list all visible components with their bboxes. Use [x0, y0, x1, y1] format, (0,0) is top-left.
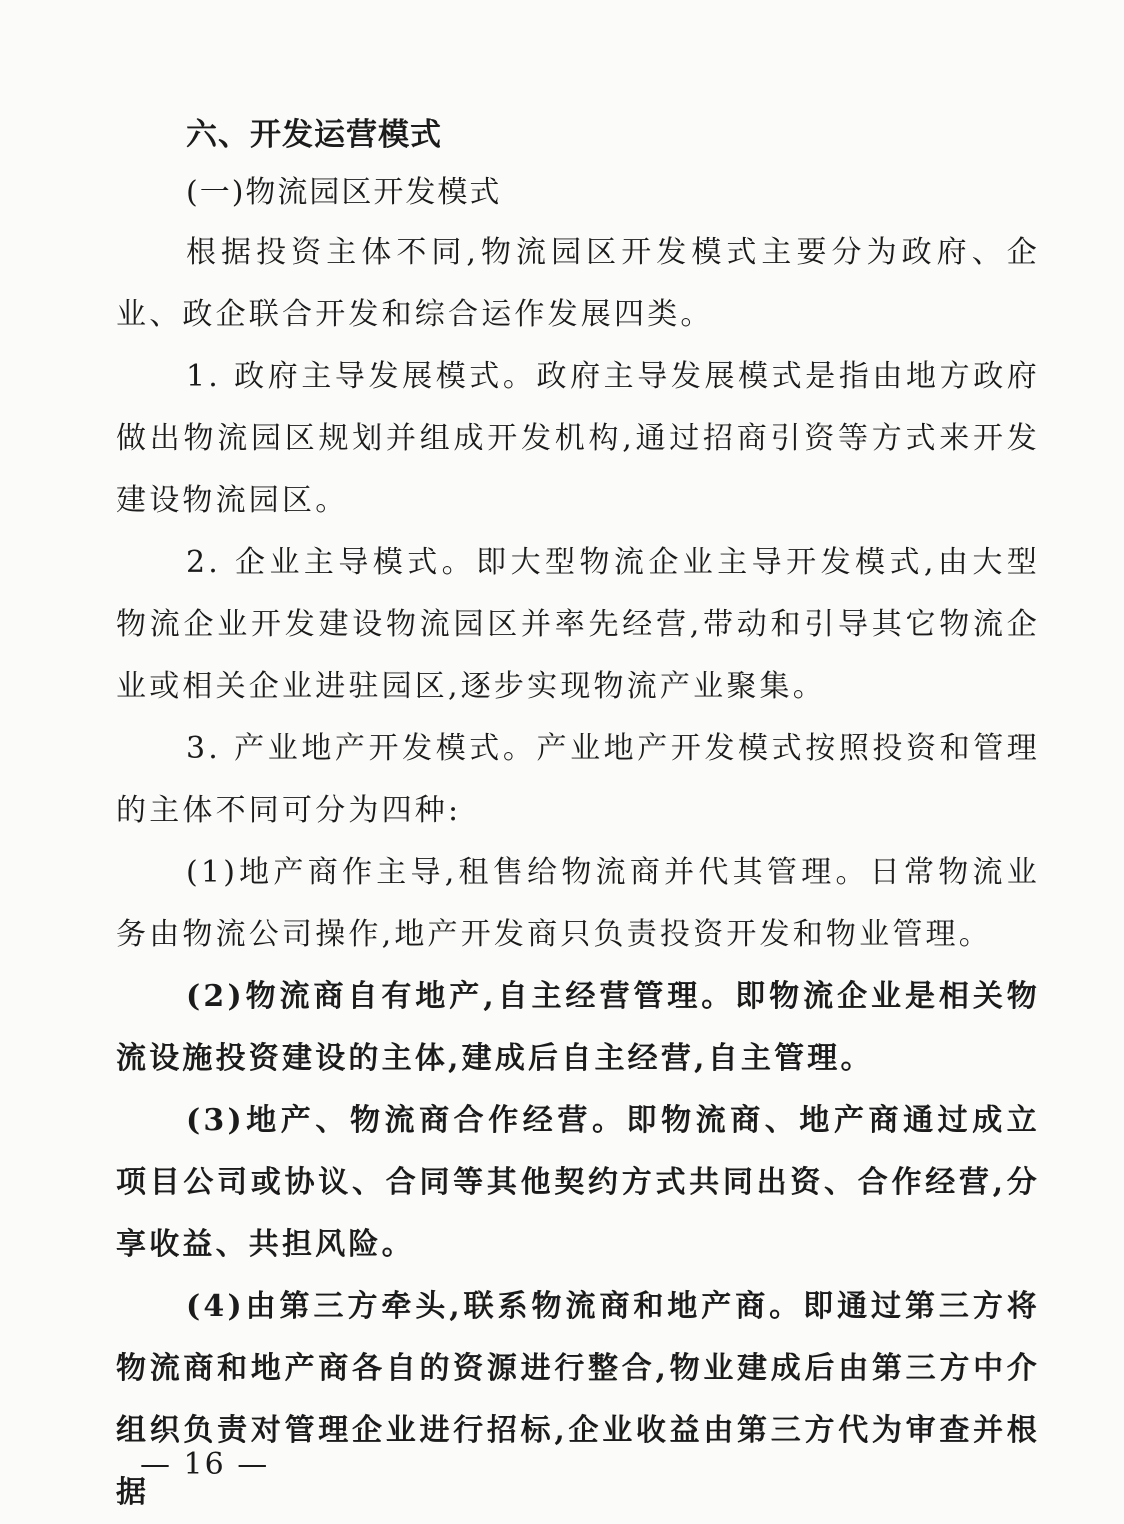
paragraph-item-4: (4)由第三方牵头,联系物流商和地产商。即通过第三方将物流商和地产商各自的资源进行整合,物业建成后由第三方中介组织负责对管理企业进行招标,企业收益由第三方代为审查并根据: [116, 1289, 1040, 1510]
paragraph-item-2: (2)物流商自有地产,自主经营管理。即物流企业是相关物流设施投资建设的主体,建成后自主经营,自主管理。: [116, 979, 1040, 1076]
paragraph-enterprise-led: 2. 企业主导模式。即大型物流企业主导开发模式,由大型物流企业开发建设物流园区并率先经营,带动和引导其它物流企业或相关企业进驻园区,逐步实现物流产业聚集。: [116, 545, 1040, 704]
paragraph-item-1: (1)地产商作主导,租售给物流商并代其管理。日常物流业务由物流公司操作,地产开发商只负责投资开发和物业管理。: [116, 855, 1040, 952]
paragraph-industrial-real-estate: 3. 产业地产开发模式。产业地产开发模式按照投资和管理的主体不同可分为四种:: [116, 731, 1040, 828]
paragraph-government-led: 1. 政府主导发展模式。政府主导发展模式是指由地方政府做出物流园区规划并组成开发机构,通过招商引资等方式来开发建设物流园区。: [116, 359, 1040, 518]
section-title: 六、开发运营模式: [186, 117, 442, 153]
page-number: — 16 —: [140, 1447, 270, 1482]
paragraph-intro: 根据投资主体不同,物流园区开发模式主要分为政府、企业、政企联合开发和综合运作发展四类。: [116, 235, 1040, 332]
paragraph-item-3: (3)地产、物流商合作经营。即物流商、地产商通过成立项目公司或协议、合同等其他契约方式共同出资、合作经营,分享收益、共担风险。: [116, 1103, 1040, 1262]
subsection-title: (一)物流园区开发模式: [186, 175, 502, 210]
